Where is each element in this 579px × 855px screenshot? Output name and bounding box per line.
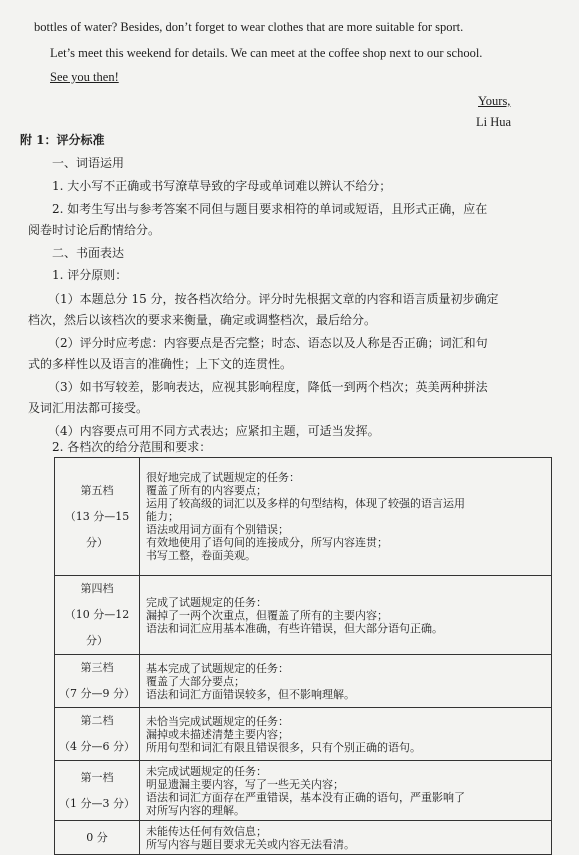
requirement-line: 能力；: [146, 510, 179, 523]
requirement-line: 书写工整，卷面美观。: [146, 549, 256, 562]
requirement-line: 语法和词汇方面存在严重错误，基本没有正确的语句，严重影响了: [146, 790, 465, 804]
rubric-row: [55, 761, 552, 821]
paragraph-line: 及词汇用法都可接受。: [28, 401, 149, 415]
grade-range: （4 分—6 分）: [59, 740, 135, 753]
requirements-cell: [140, 655, 552, 708]
rubric-row: [55, 821, 552, 855]
requirement-line: 覆盖了所有的内容要点；: [146, 484, 267, 497]
requirements-cell: [140, 458, 552, 576]
paragraph-line: 阅卷时讨论后酌情给分。: [28, 223, 161, 237]
section-heading: 二、书面表达: [52, 246, 125, 260]
rubric-row: [55, 708, 552, 761]
grade-name: 第四档: [80, 582, 114, 595]
letter-line: bottles of water? Besides, don’t forget to wear clothes that are more suitable for sport.: [34, 20, 464, 34]
requirement-line: 漏掉或未描述清楚主要内容；: [146, 727, 289, 741]
paragraph-line: 2. 如考生写出与参考答案不同但与题目要求相符的单词或短语，且形式正确，应在: [52, 202, 488, 216]
paragraph-line: （4）内容要点可用不同方式表达；应紧扣主题，可适当发挥。: [48, 424, 380, 438]
requirement-line: 未恰当完成试题规定的任务：: [146, 714, 289, 728]
requirement-line: 未完成试题规定的任务：: [146, 764, 267, 778]
paragraph-line: 1. 大小写不正确或书写潦草导致的字母或单词难以辨认不给分；: [52, 179, 392, 193]
appendix-title: 附 1：评分标准: [20, 133, 105, 147]
letter-closing: Yours,: [478, 94, 511, 108]
paragraph-line: 式的多样性以及语言的准确性；上下文的连贯性。: [28, 357, 293, 371]
grade-cell: [55, 708, 140, 761]
requirement-line: 对所写内容的理解。: [146, 803, 245, 817]
requirement-line: 所写内容与题目要求无关或内容无法看清。: [146, 837, 355, 851]
grade-name: 第二档: [80, 714, 114, 727]
requirement-line: 语法或用词方面有个别错误；: [146, 523, 289, 536]
rubric-row: [55, 655, 552, 708]
grade-cell: [55, 655, 140, 708]
grade-range: （1 分—3 分）: [59, 796, 135, 810]
requirement-line: 漏掉了一两个次重点，但覆盖了所有的主要内容；: [146, 608, 388, 622]
grade-range: （10 分—12 分）: [64, 608, 130, 647]
grade-name: 第五档: [80, 483, 114, 497]
requirements-cell: [140, 761, 552, 821]
rubric-table: [54, 457, 552, 855]
grade-name: 第三档: [80, 661, 114, 674]
section-heading: 一、词语运用: [52, 156, 125, 170]
requirement-line: 运用了较高级的词汇以及多样的句型结构，体现了较强的语言运用: [146, 497, 465, 510]
paragraph-line: （2）评分时应考虑：内容要点是否完整；时态、语态以及人称是否正确；词汇和句: [48, 336, 488, 350]
grade-cell: [55, 761, 140, 821]
requirement-line: 基本完成了试题规定的任务：: [146, 661, 289, 675]
letter-line: See you then!: [50, 70, 119, 84]
grade-name: 第一档: [80, 770, 114, 784]
grade-cell: [55, 458, 140, 576]
grade-range: （7 分—9 分）: [59, 687, 135, 700]
requirements-cell: [140, 708, 552, 761]
requirement-line: 明显遗漏主要内容，写了一些无关内容；: [146, 777, 344, 791]
requirement-line: 语法和词汇应用基本准确，有些许错误，但大部分语句正确。: [146, 621, 443, 635]
rubric-row: [55, 458, 552, 576]
requirement-line: 很好地完成了试题规定的任务：: [146, 471, 300, 484]
letter-signature: Li Hua: [476, 115, 512, 129]
grade-range: （13 分—15 分）: [64, 509, 130, 549]
requirements-cell: [140, 576, 552, 655]
letter-line: Let’s meet this weekend for details. We can meet at the coffee shop next to our school.: [50, 46, 483, 60]
grade-name: 0 分: [86, 830, 108, 844]
rubric-row: [55, 576, 552, 655]
requirement-line: 未能传达任何有效信息；: [146, 824, 267, 838]
grade-cell: [55, 576, 140, 655]
requirement-line: 完成了试题规定的任务：: [146, 595, 267, 609]
paragraph-line: 档次，然后以该档次的要求来衡量，确定或调整档次，最后给分。: [28, 313, 377, 327]
paragraph-line: 1. 评分原则：: [52, 268, 128, 282]
paragraph-line: （1）本题总分 15 分，按各档次给分。评分时先根据文章的内容和语言质量初步确定: [48, 292, 499, 306]
paragraph-line: 2. 各档次的给分范围和要求：: [52, 440, 212, 454]
grade-cell: [55, 821, 140, 855]
paragraph-line: （3）如书写较差，影响表达，应视其影响程度，降低一到两个档次；英美两种拼法: [48, 380, 488, 394]
requirement-line: 有效地使用了语句间的连接成分，所写内容连贯；: [146, 536, 388, 549]
requirement-line: 所用句型和词汇有限且错误很多，只有个别正确的语句。: [146, 740, 421, 754]
requirement-line: 覆盖了大部分要点；: [146, 674, 245, 688]
requirements-cell: [140, 821, 552, 855]
requirement-line: 语法和词汇方面错误较多，但不影响理解。: [146, 687, 355, 701]
